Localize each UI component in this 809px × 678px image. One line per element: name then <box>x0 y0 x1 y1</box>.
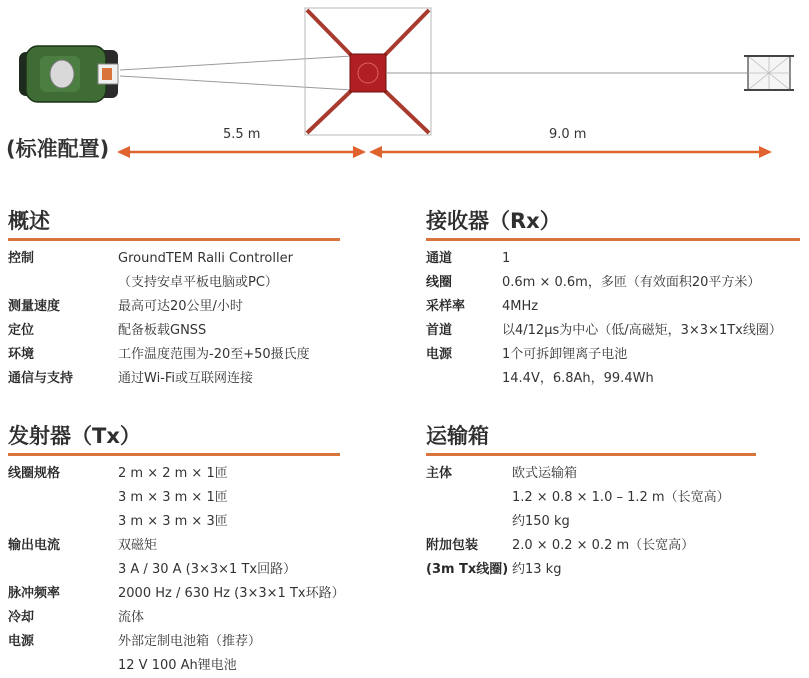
spec-key <box>8 486 118 510</box>
spec-key <box>8 510 118 534</box>
spec-row <box>8 247 340 271</box>
transmitter-rows <box>8 462 345 678</box>
spec-value: 双磁矩 <box>118 538 158 553</box>
spec-key: 线圈规格 <box>8 466 61 481</box>
tow-cable-upper <box>120 56 352 70</box>
spec-row <box>8 654 340 678</box>
spec-key: 通信与支持 <box>8 371 74 386</box>
spec-value: 以4/12μs为中心（低/高磁矩，3×3×1Tx线圈） <box>502 323 782 338</box>
section-divider <box>426 453 756 456</box>
spec-key: 附加包装 <box>426 538 479 553</box>
shipping-rows <box>426 462 756 582</box>
transmitter-unit <box>350 54 386 92</box>
spec-key <box>8 654 118 678</box>
section-divider <box>8 238 340 241</box>
spec-value: 工作温度范围为-20至+50摄氏度 <box>118 347 310 362</box>
spec-row <box>426 271 800 295</box>
spec-row <box>426 295 800 319</box>
spec-value: 4MHz <box>502 299 539 314</box>
spec-row <box>8 510 340 534</box>
spec-value: 外部定制电池箱（推荐） <box>118 634 262 649</box>
spec-value: 欧式运输箱 <box>512 466 578 481</box>
spec-key: 线圈 <box>426 275 453 290</box>
spec-value: 配备板载GNSS <box>118 323 207 338</box>
spec-row <box>8 486 340 510</box>
spec-value: 3 m × 3 m × 1匝 <box>118 490 228 505</box>
spec-key <box>426 367 502 391</box>
spec-key: 定位 <box>8 323 35 338</box>
spec-row <box>8 582 345 606</box>
receiver-title: 接收器（Rx） <box>426 209 561 233</box>
spec-key <box>426 510 512 534</box>
tow-cable-lower <box>120 76 352 90</box>
spec-value: 约13 kg <box>512 562 562 577</box>
tx-loop-brace <box>307 90 352 133</box>
spec-row <box>426 510 756 534</box>
tx-loop-brace <box>307 10 352 56</box>
spec-row <box>8 367 340 391</box>
atv-vehicle <box>19 46 118 102</box>
distance-arrow-2 <box>369 146 772 158</box>
spec-value: 1 <box>502 251 511 266</box>
distance-arrow-1 <box>117 146 366 158</box>
spec-row <box>8 343 340 367</box>
spec-row <box>8 630 340 654</box>
spec-key: 主体 <box>426 466 453 481</box>
overview-section <box>8 206 340 391</box>
overview-title: 概述 <box>8 209 50 233</box>
spec-key: 控制 <box>8 251 35 266</box>
spec-value: 14.4V，6.8Ah，99.4Wh <box>502 371 654 386</box>
section-divider <box>8 453 340 456</box>
spec-key <box>426 486 512 510</box>
spec-value: 通过Wi-Fi或互联网连接 <box>118 371 254 386</box>
spec-value: 2.0 × 0.2 × 0.2 m（长宽高） <box>512 538 695 553</box>
spec-value: （支持安卓平板电脑或PC） <box>118 275 278 290</box>
spec-row <box>8 462 340 486</box>
receiver-sled <box>744 56 794 90</box>
spec-row <box>8 271 340 295</box>
spec-key: (3m Tx线圈) <box>426 562 509 577</box>
spec-key <box>8 271 118 295</box>
spec-key: 通道 <box>426 251 453 266</box>
spec-row <box>426 343 800 367</box>
spec-key: 电源 <box>426 347 453 362</box>
spec-row <box>8 606 340 630</box>
transmitter-section <box>8 421 345 678</box>
distance-label-2: 9.0 m <box>549 127 587 142</box>
config-label: (标准配置) <box>6 137 110 161</box>
spec-value: 1个可拆卸锂离子电池 <box>502 347 628 362</box>
spec-row <box>8 295 340 319</box>
spec-value: 2000 Hz / 630 Hz (3×3×1 Tx环路） <box>118 586 345 601</box>
transmitter-title: 发射器（Tx） <box>8 424 141 448</box>
spec-row <box>426 558 756 582</box>
system-layout-diagram <box>0 0 809 175</box>
spec-row <box>426 534 756 558</box>
spec-key: 冷却 <box>8 610 35 625</box>
spec-row <box>8 534 340 558</box>
spec-row <box>8 558 340 582</box>
spec-row <box>426 247 800 271</box>
spec-value: 1.2 × 0.8 × 1.0 – 1.2 m（长宽高） <box>512 490 730 505</box>
tx-loop-brace <box>384 90 429 133</box>
spec-row <box>426 319 800 343</box>
spec-value: 流体 <box>118 610 145 625</box>
spec-key: 脉冲频率 <box>8 586 61 601</box>
shipping-title: 运输箱 <box>426 424 489 448</box>
receiver-section <box>426 206 800 391</box>
section-divider <box>426 238 800 241</box>
spec-value: 3 A / 30 A (3×3×1 Tx回路） <box>118 562 297 577</box>
overview-rows <box>8 247 340 391</box>
spec-key <box>8 558 118 582</box>
spec-value: 约150 kg <box>512 514 570 529</box>
spec-value: GroundTEM Ralli Controller <box>118 251 293 266</box>
spec-key: 环境 <box>8 347 35 362</box>
spec-key: 采样率 <box>426 299 466 314</box>
spec-row <box>8 319 340 343</box>
spec-row <box>426 367 800 391</box>
spec-key: 输出电流 <box>8 538 61 553</box>
distance-label-1: 5.5 m <box>223 127 261 142</box>
shipping-section <box>426 421 756 582</box>
spec-row <box>426 462 756 486</box>
spec-value: 最高可达20公里/小时 <box>118 299 243 314</box>
spec-key: 首道 <box>426 323 453 338</box>
spec-key: 电源 <box>8 634 35 649</box>
receiver-rows <box>426 247 800 391</box>
tx-loop-brace <box>384 10 429 56</box>
spec-value: 2 m × 2 m × 1匝 <box>118 466 228 481</box>
spec-value: 12 V 100 Ah锂电池 <box>118 658 237 673</box>
spec-value: 3 m × 3 m × 3匝 <box>118 514 228 529</box>
spec-value: 0.6m × 0.6m，多匝（有效面积20平方米） <box>502 275 761 290</box>
spec-row <box>426 486 756 510</box>
spec-key: 测量速度 <box>8 299 61 314</box>
